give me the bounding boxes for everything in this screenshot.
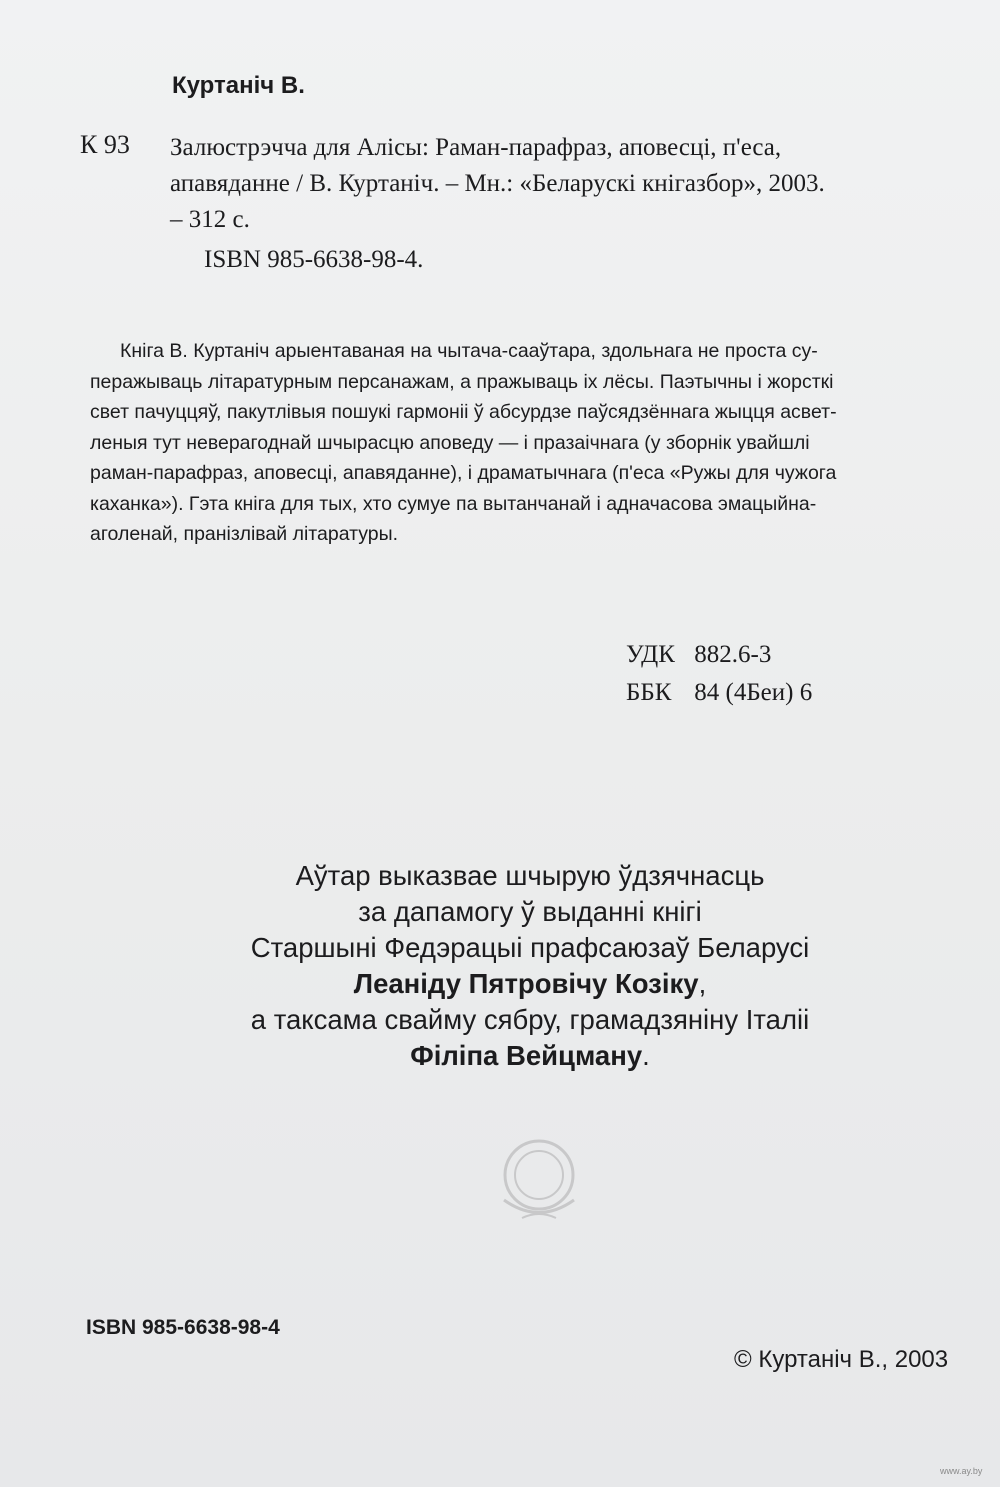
annotation-line: раман-парафраз, аповесці, апавяданне), і драматычнага (п'еса «Ружы для чужога	[90, 462, 837, 484]
annotation-line: перажываць літаратурным персанажам, а пражываць іх лёсы. Паэтычны і жорсткі	[90, 370, 834, 393]
isbn-footer: ISBN 985-6638-98-4	[86, 1316, 280, 1339]
title-line: апавяданне / В. Куртаніч. – Мн.: «Беларускі кнігазбор», 2003.	[170, 170, 825, 197]
title-line: Залюстрэчча для Алісы: Раман-парафраз, аповесці, п'еса,	[170, 134, 782, 161]
ack-punct: ,	[698, 968, 707, 999]
ack-line	[130, 966, 930, 1002]
udk-value: 882.6-3	[694, 641, 772, 668]
site-watermark: www.ay.by	[940, 1466, 983, 1476]
title-line: – 312 с.	[170, 206, 250, 233]
ack-name-bold: Філіпа Вейцману	[410, 1040, 643, 1071]
ack-name-bold: Леаніду Пятровічу Козіку	[353, 968, 699, 999]
ack-punct: .	[642, 1040, 650, 1071]
ack-line: Аўтар выказвае шчырую ўдзячнасць	[295, 860, 765, 891]
ack-line	[130, 1038, 930, 1074]
annotation-paragraph	[90, 336, 960, 550]
bbk-label: ББК	[626, 679, 672, 706]
udk-row	[626, 636, 812, 674]
udk-label: УДК	[626, 641, 675, 668]
acknowledgement	[130, 858, 930, 1074]
ack-line: за дапамогу ў выданні кнігі	[358, 896, 702, 927]
classification-block	[626, 636, 812, 712]
bbk-value: 84 (4Беи) 6	[694, 679, 813, 706]
ack-line: Старшыні Федэрацыі прафсаюзаў Беларусі	[250, 932, 810, 963]
isbn-line: ISBN 985-6638-98-4.	[204, 246, 424, 273]
publisher-emblem-icon	[492, 1130, 586, 1228]
bbk-row	[626, 674, 812, 712]
ack-line: а таксама свайму сябру, грамадзяніну Італіі	[250, 1004, 810, 1035]
copyright-notice: © Куртаніч В., 2003	[734, 1346, 949, 1373]
bibliographic-description	[170, 130, 825, 238]
annotation-line: каханка»). Гэта кніга для тых, хто сумуе па вытанчанай і адначасова эмацыйна-	[90, 492, 817, 515]
classification-code: К 93	[80, 130, 130, 159]
annotation-line: свет пачуццяў, пакутлівыя пошукі гармоніі ў абсурдзе паўсядзённага жыцця асвет-	[90, 401, 837, 423]
annotation-line: аголенай, пранізлівай літаратуры.	[90, 523, 399, 545]
author-heading: Куртаніч В.	[172, 72, 305, 99]
annotation-line: Кніга В. Куртаніч арыентаваная на чытача-сааўтара, здольнага не проста су-	[120, 340, 818, 362]
annotation-line: леныя тут неверагоднай шчырасцю аповеду — і празаічнага (у зборнік увайшлі	[90, 431, 810, 454]
